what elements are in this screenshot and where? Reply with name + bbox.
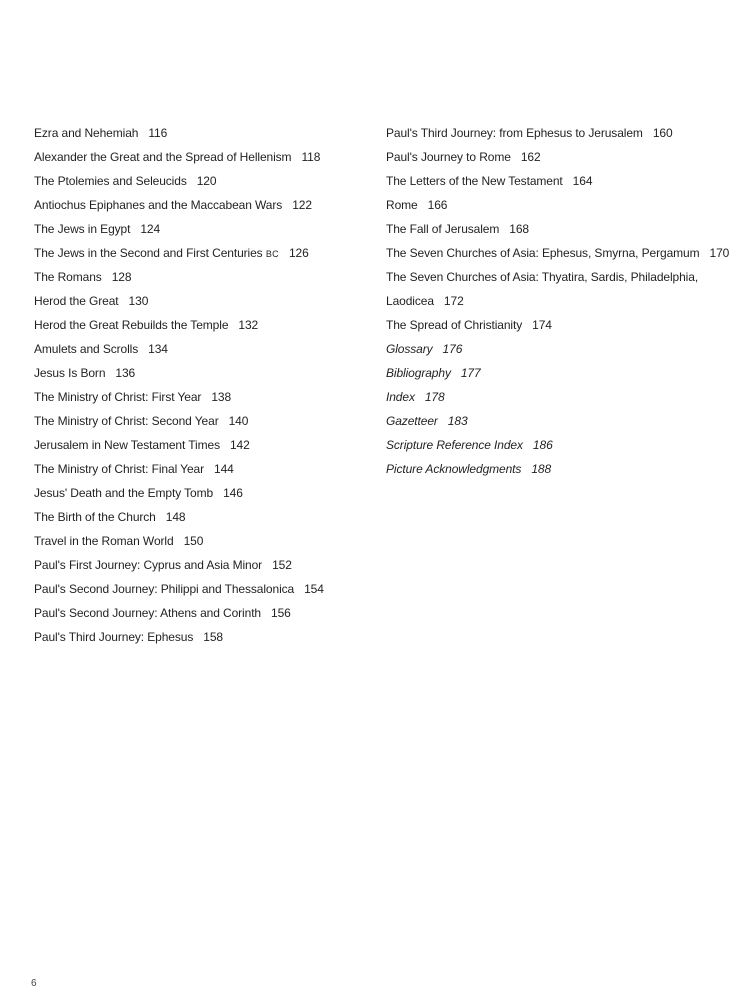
toc-entry-title: Glossary (386, 342, 433, 356)
toc-entry (34, 505, 364, 529)
contents-right-column (386, 121, 730, 481)
toc-entry-page: 116 (148, 126, 168, 140)
toc-entry-page: 152 (272, 558, 292, 572)
toc-entry (386, 145, 726, 169)
toc-entry-page: 166 (427, 198, 448, 212)
toc-entry-page: 134 (148, 342, 168, 356)
toc-entry (34, 625, 364, 649)
toc-entry (34, 385, 364, 409)
toc-entry-title: The Ministry of Christ: First Year (34, 390, 202, 404)
toc-entry (386, 409, 726, 433)
toc-entry-page: 150 (183, 534, 204, 548)
toc-entry-page: 148 (165, 510, 186, 524)
toc-entry (34, 553, 364, 577)
toc-entry-page: 178 (424, 390, 445, 404)
toc-entry-page: 124 (140, 222, 161, 236)
toc-entry (386, 193, 726, 217)
toc-entry-title: Alexander the Great and the Spread of Hellenism (34, 150, 292, 164)
toc-entry-title: Paul's Second Journey: Athens and Corinth (34, 606, 262, 620)
toc-entry-title: Jesus Is Born (34, 366, 106, 380)
toc-entry-page: 128 (111, 270, 132, 284)
toc-entry-page: 132 (238, 318, 259, 332)
toc-entry (386, 169, 726, 193)
toc-entry (386, 385, 726, 409)
toc-entry (386, 337, 726, 361)
toc-entry-title: Paul's Journey to Rome (386, 150, 511, 164)
toc-entry (34, 121, 364, 145)
toc-entry-title: Herod the Great Rebuilds the Temple (34, 318, 229, 332)
toc-entry-page: 136 (115, 366, 136, 380)
toc-entry (34, 481, 364, 505)
toc-entry (386, 313, 726, 337)
toc-entry-page: 186 (532, 438, 553, 452)
toc-entry-title: Paul's Second Journey: Philippi and Thessalonica (34, 582, 295, 596)
toc-entry-title: Jesus' Death and the Empty Tomb (34, 486, 214, 500)
toc-entry (34, 457, 364, 481)
toc-entry-title: The Romans (34, 270, 102, 284)
toc-entry (34, 145, 364, 169)
toc-entry-title: Paul's Third Journey: from Ephesus to Jerusalem (386, 126, 643, 140)
toc-entry-page: 158 (203, 630, 223, 644)
toc-entry (34, 313, 364, 337)
toc-entry-page: 120 (196, 174, 217, 188)
toc-entry-page: 154 (304, 582, 324, 596)
toc-entry (386, 265, 726, 289)
toc-entry-page: 172 (443, 294, 464, 308)
toc-entry (34, 433, 364, 457)
toc-entry-page: 126 (288, 246, 309, 260)
toc-entry-title: The Seven Churches of Asia: Thyatira, Sardis, Philadelphia, (386, 270, 699, 284)
toc-entry (34, 265, 364, 289)
toc-entry (386, 457, 726, 481)
toc-entry-page: 142 (229, 438, 250, 452)
toc-entry-title: Ezra and Nehemiah (34, 126, 139, 140)
toc-entry (386, 361, 726, 385)
toc-entry-page: 168 (509, 222, 530, 236)
toc-entry-title: Herod the Great (34, 294, 119, 308)
toc-entry (34, 361, 364, 385)
toc-entry-title: Travel in the Roman World (34, 534, 174, 548)
toc-entry-title: The Jews in the Second and First Centuries (34, 246, 263, 260)
toc-entry (386, 217, 726, 241)
toc-entry-title: Bibliography (386, 366, 451, 380)
toc-entry-title: Amulets and Scrolls (34, 342, 139, 356)
toc-entry-title: Index (386, 390, 415, 404)
toc-entry-page: 118 (301, 150, 321, 164)
toc-entry-page: 146 (223, 486, 243, 500)
toc-entry (34, 217, 364, 241)
toc-entry (34, 601, 364, 625)
toc-entry-title: Gazetteer (386, 414, 438, 428)
toc-entry-page: 156 (271, 606, 291, 620)
toc-entry-title: Laodicea (386, 294, 434, 308)
toc-entry-page: 130 (128, 294, 149, 308)
toc-entry-page: 188 (531, 462, 552, 476)
toc-entry-page: 160 (652, 126, 673, 140)
era-suffix: BC (265, 249, 279, 259)
toc-entry-page: 183 (447, 414, 468, 428)
toc-entry-page: 140 (228, 414, 249, 428)
toc-entry (34, 193, 364, 217)
toc-entry-title: The Fall of Jerusalem (386, 222, 500, 236)
toc-entry (34, 241, 364, 265)
contents-left-column (34, 121, 364, 649)
toc-entry-title: Rome (386, 198, 418, 212)
toc-entry (34, 529, 364, 553)
toc-entry-page: 176 (442, 342, 463, 356)
toc-entry-title: Jerusalem in New Testament Times (34, 438, 220, 452)
toc-entry-title: The Jews in Egypt (34, 222, 131, 236)
toc-entry-continuation (386, 289, 726, 313)
toc-entry (34, 409, 364, 433)
toc-entry-title: The Letters of the New Testament (386, 174, 563, 188)
toc-entry (34, 289, 364, 313)
toc-entry-title: Picture Acknowledgments (386, 462, 522, 476)
toc-entry-title: The Spread of Christianity (386, 318, 523, 332)
toc-entry (34, 337, 364, 361)
toc-entry-title: The Birth of the Church (34, 510, 156, 524)
toc-entry-page: 177 (460, 366, 481, 380)
toc-entry-page: 144 (214, 462, 234, 476)
toc-entry-title: The Ministry of Christ: Final Year (34, 462, 204, 476)
toc-entry (386, 433, 726, 457)
toc-entry-title: Paul's Third Journey: Ephesus (34, 630, 194, 644)
toc-entry-title: The Seven Churches of Asia: Ephesus, Smyrna, Pergamum (386, 246, 700, 260)
toc-entry (386, 241, 730, 265)
toc-entry-title: The Ptolemies and Seleucids (34, 174, 187, 188)
toc-entry (386, 121, 726, 145)
page-number: 6 (31, 978, 37, 989)
toc-entry-title: Paul's First Journey: Cyprus and Asia Minor (34, 558, 263, 572)
toc-entry (34, 577, 364, 601)
toc-entry-page: 138 (211, 390, 232, 404)
toc-entry-page: 174 (532, 318, 552, 332)
toc-entry-title: Antiochus Epiphanes and the Maccabean Wars (34, 198, 283, 212)
toc-entry-page: 170 (709, 246, 730, 260)
toc-entry-page: 162 (520, 150, 541, 164)
toc-entry-page: 164 (572, 174, 593, 188)
toc-entry (34, 169, 364, 193)
toc-entry-title: Scripture Reference Index (386, 438, 523, 452)
toc-entry-page: 122 (292, 198, 312, 212)
toc-entry-title: The Ministry of Christ: Second Year (34, 414, 219, 428)
